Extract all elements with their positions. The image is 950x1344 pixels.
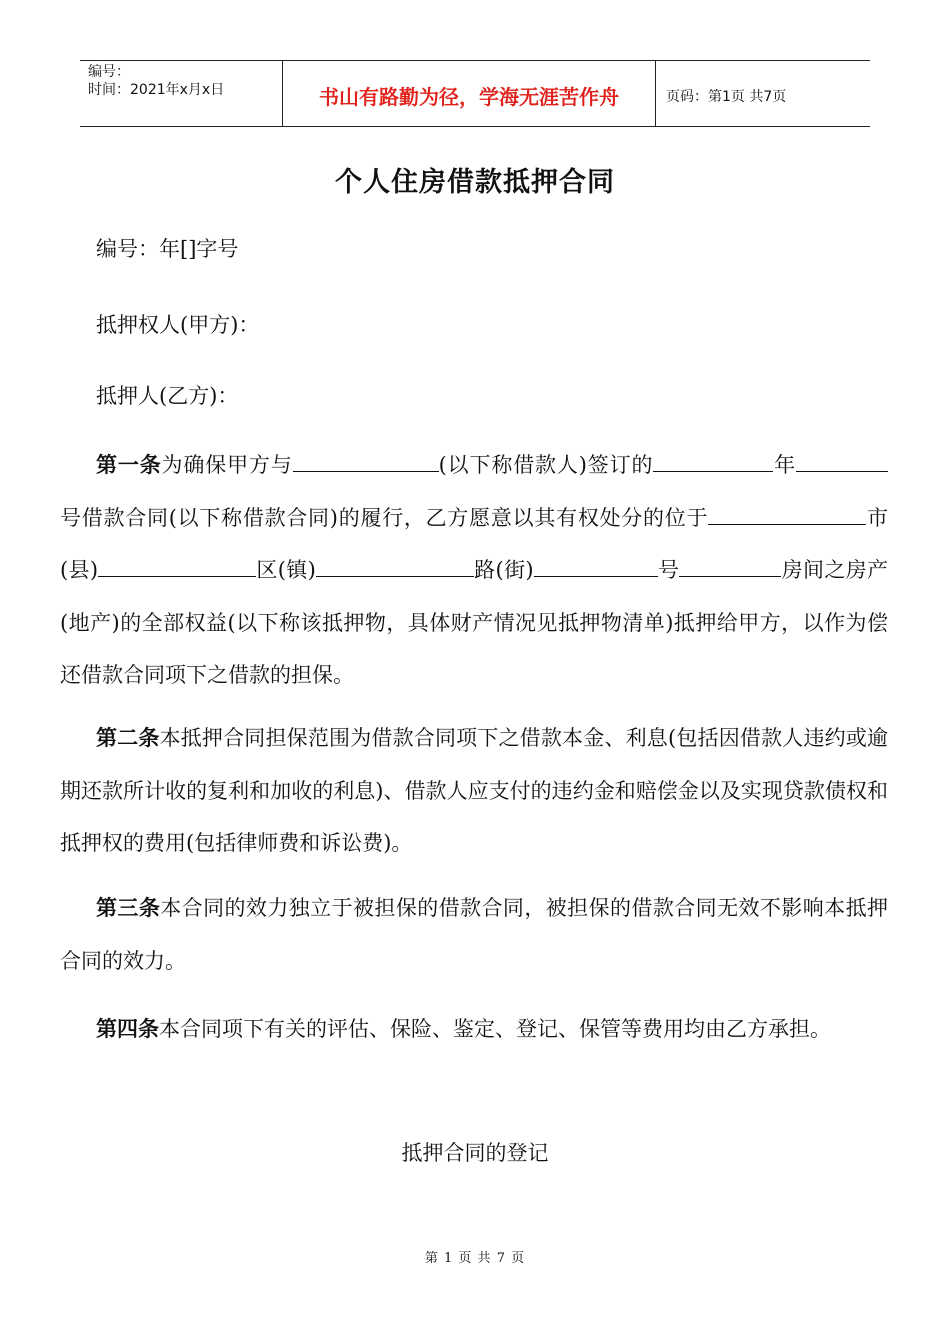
blank-district — [98, 555, 256, 577]
article-3-text: 本合同的效力独立于被担保的借款合同，被担保的借款合同无效不影响本抵押合同的效力。 — [60, 896, 888, 973]
article-2-label: 第二条 — [96, 726, 160, 750]
header-page-info: 页码：第1页 共7页 — [666, 88, 787, 105]
document-title: 个人住房借款抵押合同 — [335, 167, 615, 198]
article-1-text-c: 年 — [773, 453, 797, 477]
contract-number-field: 编号：年[]字号 — [96, 237, 239, 261]
article-1-text-g: 路(街) — [473, 558, 534, 582]
article-1-text-h: 号 — [657, 558, 680, 582]
article-1-label: 第一条 — [96, 453, 162, 477]
blank-year — [653, 450, 773, 472]
mortgagee-field: 抵押权人(甲方)： — [96, 313, 260, 337]
page-header — [80, 60, 870, 127]
header-meta — [80, 61, 282, 126]
article-4 — [60, 1003, 888, 1056]
article-1 — [60, 439, 888, 702]
article-1-text-f: 区(镇) — [256, 558, 316, 582]
blank-road — [316, 555, 474, 577]
header-motto: 书山有路勤为径，学海无涯苦作舟 — [282, 61, 656, 126]
article-3 — [60, 882, 888, 987]
blank-street-number — [534, 555, 658, 577]
article-1-text-b: (以下称借款人)签订的 — [438, 453, 654, 477]
mortgagor-field: 抵押人(乙方)： — [96, 384, 239, 408]
header-time-label: 时间：2021年x月x日 — [88, 82, 225, 98]
article-1-text-e: 市(县) — [60, 505, 889, 582]
blank-city — [708, 503, 866, 525]
blank-room — [679, 555, 781, 577]
blank-borrower — [293, 450, 439, 472]
header-number-label: 编号： — [88, 64, 130, 80]
article-4-text: 本合同项下有关的评估、保险、鉴定、登记、保管等费用均由乙方承担。 — [159, 1017, 831, 1041]
blank-contract-no — [796, 450, 888, 472]
article-1-text-i: 房间之房产(地产)的全部权益(以下称该抵押物，具体财产情况见抵押物清单)抵押给甲方，以作为偿还借款合同项下之借款的担保。 — [60, 558, 889, 687]
article-1-text-a: 为确保甲方与 — [161, 453, 293, 477]
section-heading: 抵押合同的登记 — [401, 1141, 549, 1165]
article-3-label: 第三条 — [96, 896, 161, 920]
page-footer: 第 1 页 共 7 页 — [424, 1251, 526, 1266]
article-2 — [60, 712, 888, 870]
article-2-text: 本抵押合同担保范围为借款合同项下之借款本金、利息(包括因借款人违约或逾期还款所计收的复利和加收的利息)、借款人应支付的违约金和赔偿金以及实现贷款债权和抵押权的费用(包括律师费和诉讼费)。 — [60, 726, 888, 855]
article-1-text-d: 号借款合同(以下称借款合同)的履行，乙方愿意以其有权处分的位于 — [60, 505, 709, 530]
article-4-label: 第四条 — [96, 1017, 159, 1041]
